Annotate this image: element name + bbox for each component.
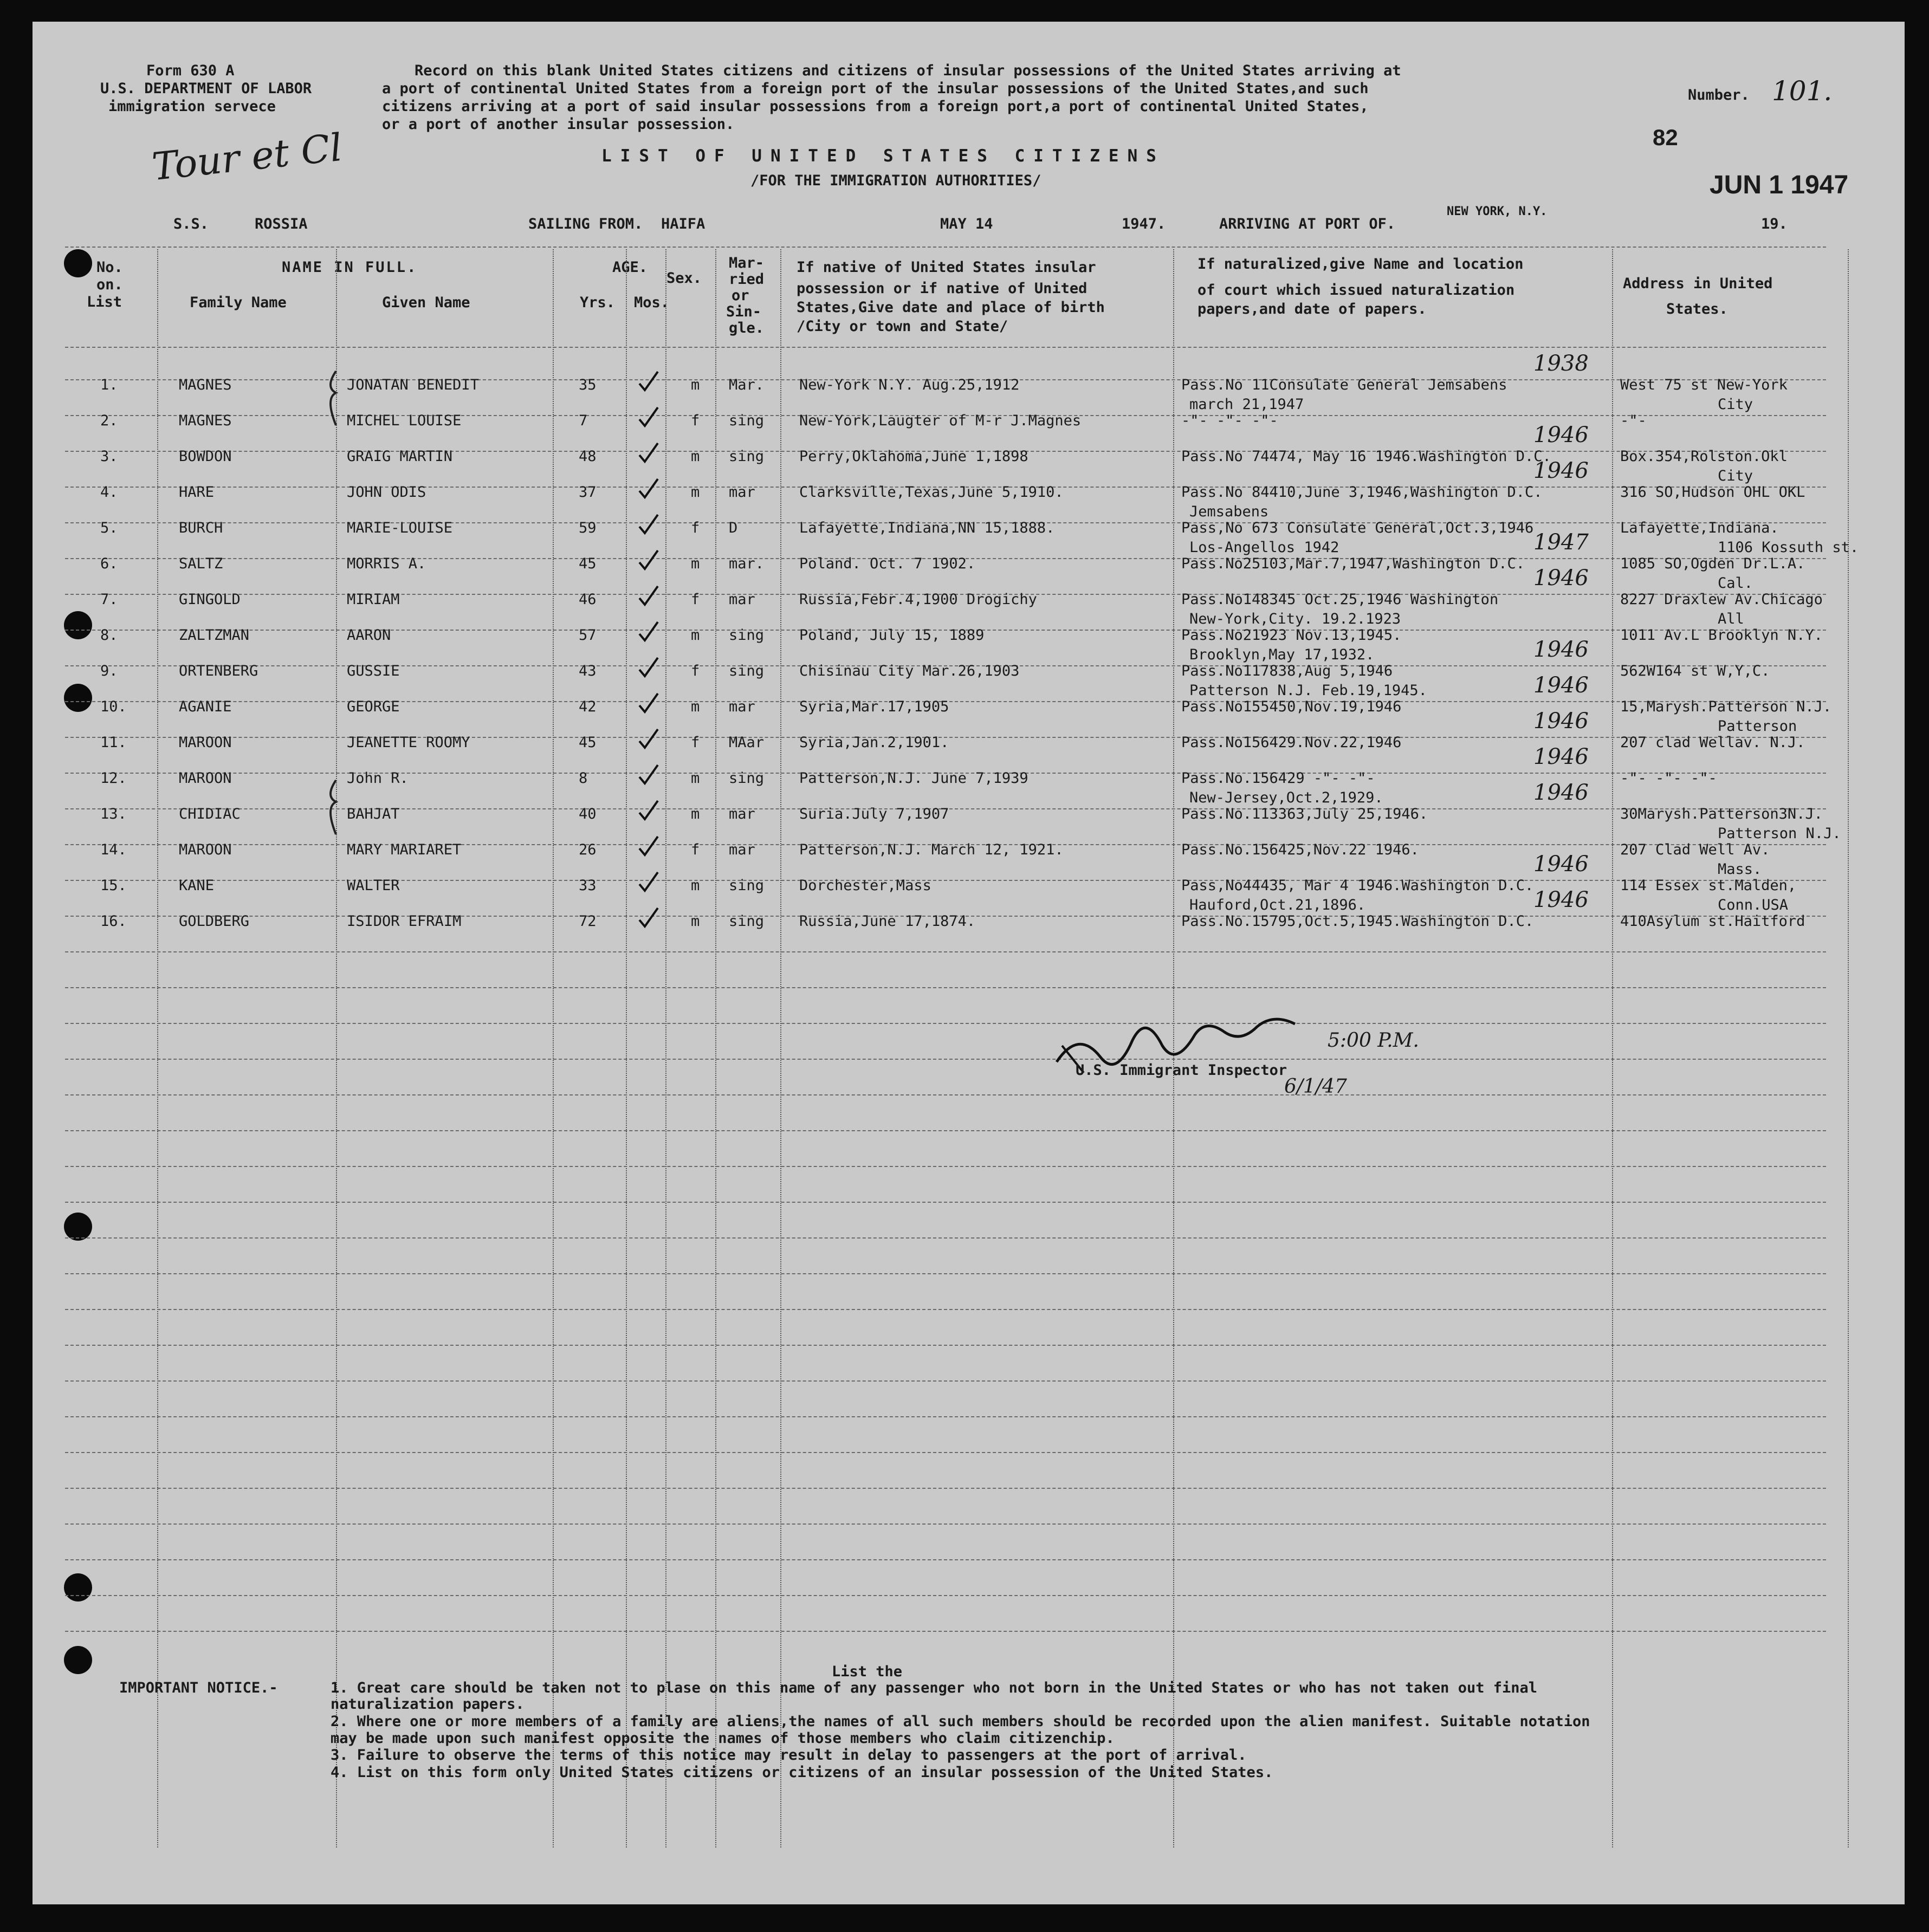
ship-name: ROSSIA: [255, 216, 308, 232]
naturalization-court: Jemsabens: [1189, 503, 1269, 520]
sex: f: [691, 734, 700, 751]
naturalization-court: Los-Angellos 1942: [1189, 539, 1339, 556]
sex: f: [691, 591, 700, 608]
marital-status: sing: [729, 913, 765, 930]
family-name: MAGNES: [179, 377, 232, 393]
handwritten-year: 1947: [1533, 530, 1589, 555]
given-name: JOHN ODIS: [347, 484, 426, 501]
sex: m: [691, 627, 700, 644]
handwritten-year: 1946: [1533, 887, 1589, 912]
sex: f: [691, 663, 700, 679]
notice-item: 1. Great care should be taken not to plase on this name of any passenger who not born in the United States or who has not taken out final: [331, 1680, 1537, 1696]
age-years: 46: [579, 591, 597, 608]
us-address: West 75 st New-York: [1620, 377, 1788, 393]
row-number: 4.: [100, 484, 118, 501]
birth-place-date: Russia,Febr.4,1900 Drogichy: [799, 591, 1037, 608]
row-number: 14.: [100, 841, 127, 858]
handwritten-year: 1946: [1533, 423, 1589, 448]
sailing-from-label: SAILING FROM.: [528, 216, 643, 232]
naturalization-papers: Pass.No155450,Nov.19,1946: [1181, 698, 1402, 715]
header-list: List: [87, 294, 122, 310]
family-name: MAROON: [179, 770, 232, 787]
sex: m: [691, 877, 700, 894]
instruction-line: Record on this blank United States citizens and citizens of insular possessions of the United States arriving at: [415, 62, 1401, 79]
given-name: JEANETTE ROOMY: [347, 734, 470, 751]
inspector-label: U.S. Immigrant Inspector: [1076, 1062, 1287, 1079]
marital-status: mar: [729, 698, 755, 715]
header-address: Address in United: [1623, 275, 1773, 292]
family-name: BURCH: [179, 520, 223, 536]
address-city: City: [1718, 396, 1753, 413]
naturalization-papers: Pass.No 74474, May 16 1946.Washington D.C.: [1181, 448, 1551, 465]
departure-date: MAY 14: [940, 216, 993, 232]
header-native: If native of United States insular: [797, 259, 1096, 276]
sex: f: [691, 412, 700, 429]
family-name: MAROON: [179, 734, 232, 751]
birth-place-date: Lafayette,Indiana,NN 15,1888.: [799, 520, 1055, 536]
address-city: City: [1718, 468, 1753, 484]
naturalization-papers: Pass,No44435, Mar 4 1946.Washington D.C.: [1181, 877, 1534, 894]
marital-status: mar: [729, 591, 755, 608]
number-label: Number.: [1688, 87, 1750, 103]
header-naturalized: of court which issued naturalization: [1197, 282, 1515, 299]
age-years: 26: [579, 841, 597, 858]
family-name: MAGNES: [179, 412, 232, 429]
row-number: 13.: [100, 806, 127, 822]
naturalization-papers: Pass.No.156429 -"- -"-: [1181, 770, 1375, 787]
age-years: 42: [579, 698, 597, 715]
handwritten-year: 1946: [1533, 637, 1589, 662]
marital-status: sing: [729, 448, 765, 465]
family-name: KANE: [179, 877, 215, 894]
birth-place-date: Dorchester,Mass: [799, 877, 931, 894]
marital-status: D: [729, 520, 738, 536]
address-city: Conn.USA: [1718, 897, 1789, 913]
birth-place-date: Syria,Jan.2,1901.: [799, 734, 949, 751]
naturalization-papers: Pass.No21923 Nov.13,1945.: [1181, 627, 1402, 644]
handwritten-year: 1946: [1533, 744, 1589, 769]
marital-status: mar: [729, 806, 755, 822]
naturalization-court: Patterson N.J. Feb.19,1945.: [1189, 682, 1427, 699]
naturalization-court: New-Jersey,Oct.2,1929.: [1189, 789, 1383, 806]
age-years: 35: [579, 377, 597, 393]
us-address: 30Marysh.Patterson3N.J.: [1620, 806, 1823, 822]
arriving-label: ARRIVING AT PORT OF.: [1219, 216, 1396, 232]
address-city: Cal.: [1718, 575, 1753, 592]
family-name: HARE: [179, 484, 215, 501]
notice-item: 4. List on this form only United States citizens or citizens of an insular possession of the United States.: [331, 1764, 1273, 1781]
header-mos: Mos.: [634, 294, 670, 311]
row-number: 15.: [100, 877, 127, 894]
row-number: 10.: [100, 698, 127, 715]
marital-status: sing: [729, 627, 765, 644]
handwritten-year: 1946: [1533, 458, 1589, 483]
header-sex: Sex.: [666, 270, 702, 287]
address-city: Patterson: [1718, 718, 1797, 735]
birth-place-date: New-York N.Y. Aug.25,1912: [799, 377, 1020, 393]
header-on: on.: [96, 276, 123, 293]
header-naturalized: papers,and date of papers.: [1197, 301, 1427, 317]
arrival-year: 19.: [1761, 216, 1788, 232]
age-years: 37: [579, 484, 597, 501]
instruction-line: a port of continental United States from a foreign port of the insular possessions of the United States,and such: [382, 80, 1369, 97]
date-stamp: JUN 1 1947: [1710, 171, 1849, 199]
header-age: AGE.: [612, 259, 648, 276]
birth-place-date: Poland. Oct. 7 1902.: [799, 555, 976, 572]
us-address: 316 SO,Hudson OHL OKL: [1620, 484, 1805, 501]
notice-list-the: List the: [832, 1663, 903, 1680]
age-years: 48: [579, 448, 597, 465]
birth-place-date: Clarksville,Texas,June 5,1910.: [799, 484, 1064, 501]
birth-place-date: Russia,June 17,1874.: [799, 913, 976, 930]
sex: m: [691, 448, 700, 465]
number-value: 101.: [1772, 75, 1833, 107]
naturalization-papers: Pass.No25103,Mar.7,1947,Washington D.C.: [1181, 555, 1525, 572]
birth-place-date: Chisinau City Mar.26,1903: [799, 663, 1020, 679]
naturalization-court: Brooklyn,May 17,1932.: [1189, 646, 1375, 663]
family-name: ORTENBERG: [179, 663, 258, 679]
naturalization-papers: Pass.No148345 Oct.25,1946 Washington: [1181, 591, 1499, 608]
given-name: MARIE-LOUISE: [347, 520, 453, 536]
birth-place-date: Poland, July 15, 1889: [799, 627, 985, 644]
age-years: 7: [579, 412, 588, 429]
row-number: 6.: [100, 555, 118, 572]
given-name: GUSSIE: [347, 663, 400, 679]
marital-status: MAar: [729, 734, 765, 751]
birth-place-date: Syria,Mar.17,1905: [799, 698, 949, 715]
handwritten-year: 1946: [1533, 566, 1589, 591]
naturalization-court: march 21,1947: [1189, 396, 1304, 413]
header-address: States.: [1666, 301, 1728, 317]
row-number: 2.: [100, 412, 118, 429]
naturalization-papers: -"- -"- -"-: [1181, 412, 1278, 429]
header-married: Mar-: [729, 255, 765, 271]
ss-label: S.S.: [173, 216, 209, 232]
given-name: MIRIAM: [347, 591, 400, 608]
notice-heading: IMPORTANT NOTICE.-: [119, 1680, 278, 1696]
header-married: ried: [729, 271, 765, 288]
handwritten-year: 1938: [1533, 351, 1589, 376]
naturalization-papers: Pass.No.15795,Oct.5,1945.Washington D.C.: [1181, 913, 1534, 930]
header-married: or: [732, 287, 749, 304]
given-name: ISIDOR EFRAIM: [347, 913, 462, 930]
naturalization-papers: Pass.No117838,Aug 5,1946: [1181, 663, 1393, 679]
sex: m: [691, 484, 700, 501]
marital-status: mar: [729, 841, 755, 858]
inspector-date: 6/1/47: [1284, 1075, 1347, 1098]
us-address: 207 Clad Well Av.: [1620, 841, 1770, 858]
header-native: possession or if native of United: [797, 280, 1088, 297]
row-number: 7.: [100, 591, 118, 608]
given-name: MORRIS A.: [347, 555, 426, 572]
us-address: -"-: [1620, 412, 1647, 429]
row-number: 11.: [100, 734, 127, 751]
sex: m: [691, 698, 700, 715]
header-married: gle.: [729, 320, 765, 336]
naturalization-court: Hauford,Oct.21,1896.: [1189, 897, 1366, 913]
marital-status: mar: [729, 484, 755, 501]
departure-port: HAIFA: [661, 216, 705, 232]
age-years: 40: [579, 806, 597, 822]
birth-place-date: Patterson,N.J. June 7,1939: [799, 770, 1028, 787]
sex: m: [691, 806, 700, 822]
us-address: 410Asylum st.Haitford: [1620, 913, 1805, 930]
sex: m: [691, 377, 700, 393]
family-name: GOLDBERG: [179, 913, 250, 930]
age-years: 59: [579, 520, 597, 536]
us-address: 1085 SO,Ogden Dr.L.A.: [1620, 555, 1805, 572]
header-no: No.: [96, 259, 123, 276]
given-name: AARON: [347, 627, 391, 644]
us-address: 562W164 st W,Y,C.: [1620, 663, 1770, 679]
family-name: BOWDON: [179, 448, 232, 465]
birth-place-date: New-York,Laugter of M-r J.Magnes: [799, 412, 1082, 429]
row-number: 5.: [100, 520, 118, 536]
address-city: 1106 Kossuth st.: [1718, 539, 1859, 556]
handwritten-year: 1946: [1533, 709, 1589, 734]
sex: f: [691, 841, 700, 858]
header-yrs: Yrs.: [580, 294, 616, 311]
address-city: Patterson N.J.: [1718, 825, 1841, 842]
naturalization-court: New-York,City. 19.2.1923: [1189, 611, 1401, 627]
family-name: SALTZ: [179, 555, 223, 572]
address-city: All: [1718, 611, 1744, 627]
family-name: AGANIE: [179, 698, 232, 715]
marital-status: Mar.: [729, 377, 765, 393]
given-name: WALTER: [347, 877, 400, 894]
notice-item: may be made upon such manifest opposite the names of those members who claim citizenchip.: [331, 1730, 1115, 1747]
given-name: MARY MARIARET: [347, 841, 462, 858]
naturalization-papers: Pass,No 673 Consulate General,Oct.3,1946: [1181, 520, 1534, 536]
family-name: MAROON: [179, 841, 232, 858]
given-name: BAHJAT: [347, 806, 400, 822]
header-native: States,Give date and place of birth: [797, 299, 1105, 316]
header-family-name: Family Name: [190, 294, 287, 311]
notice-item: 3. Failure to observe the terms of this notice may result in delay to passengers at the port of arrival.: [331, 1747, 1247, 1764]
inspector-time: 5:00 P.M.: [1328, 1029, 1419, 1052]
handwritten-annotation: Tour et Cl: [150, 125, 345, 190]
handwritten-year: 1946: [1533, 673, 1589, 698]
us-address: 15,Marysh.Patterson N.J.: [1620, 698, 1832, 715]
marital-status: mar.: [729, 555, 765, 572]
marital-status: sing: [729, 663, 765, 679]
age-years: 43: [579, 663, 597, 679]
us-address: 207 clad Wellav. N.J.: [1620, 734, 1805, 751]
us-address: Lafayette,Indiana.: [1620, 520, 1779, 536]
given-name: GRAIG MARTIN: [347, 448, 453, 465]
age-years: 33: [579, 877, 597, 894]
age-years: 72: [579, 913, 597, 930]
sex: f: [691, 520, 700, 536]
arrival-port: NEW YORK, N.Y.: [1447, 205, 1548, 218]
naturalization-papers: Pass.No156429.Nov.22,1946: [1181, 734, 1402, 751]
us-address: Box.354,Rolston.Okl: [1620, 448, 1788, 465]
page-number: 82: [1653, 125, 1678, 150]
row-number: 3.: [100, 448, 118, 465]
header-naturalized: If naturalized,give Name and location: [1197, 256, 1524, 273]
naturalization-papers: Pass.No 84410,June 3,1946,Washington D.C.: [1181, 484, 1543, 501]
marital-status: sing: [729, 412, 765, 429]
marital-status: sing: [729, 877, 765, 894]
birth-place-date: Suria.July 7,1907: [799, 806, 949, 822]
sex: m: [691, 770, 700, 787]
service-label: immigration servece: [108, 98, 276, 115]
birth-place-date: Perry,Oklahoma,June 1,1898: [799, 448, 1028, 465]
instruction-line: citizens arriving at a port of said insular possessions from a foreign port,a port of continental United States,: [382, 98, 1369, 115]
form-number: Form 630 A: [146, 62, 235, 79]
document-subtitle: /FOR THE IMMIGRATION AUTHORITIES/: [750, 172, 1041, 189]
header-native: /City or town and State/: [797, 318, 1008, 335]
family-name: CHIDIAC: [179, 806, 241, 822]
row-number: 16.: [100, 913, 127, 930]
family-name: GINGOLD: [179, 591, 241, 608]
us-address: -"- -"- -"-: [1620, 770, 1717, 787]
notice-item: 2. Where one or more members of a family are aliens,the names of all such members should be recorded upon the alien manifest. Suitable notation: [331, 1713, 1590, 1730]
age-years: 8: [579, 770, 588, 787]
us-address: 8227 Draxlew Av.Chicago: [1620, 591, 1823, 608]
family-name: ZALTZMAN: [179, 627, 250, 644]
naturalization-papers: Pass.No.156425,Nov.22 1946.: [1181, 841, 1419, 858]
us-address: 1011 Av.L Brooklyn N.Y.: [1620, 627, 1823, 644]
departure-year: 1947.: [1122, 216, 1166, 232]
handwritten-year: 1946: [1533, 852, 1589, 877]
birth-place-date: Patterson,N.J. March 12, 1921.: [799, 841, 1064, 858]
row-number: 12.: [100, 770, 127, 787]
us-address: 114 Essex st.Malden,: [1620, 877, 1797, 894]
age-years: 45: [579, 555, 597, 572]
document-title: LIST OF UNITED STATES CITIZENS: [601, 146, 1165, 166]
given-name: JONATAN BENEDIT: [347, 377, 479, 393]
notice-item: naturalization papers.: [331, 1696, 525, 1713]
naturalization-papers: Pass.No 11Consulate General Jemsabens: [1181, 377, 1507, 393]
row-number: 1.: [100, 377, 118, 393]
sex: m: [691, 913, 700, 930]
instruction-line: or a port of another insular possession.: [382, 116, 735, 133]
given-name: John R.: [347, 770, 409, 787]
address-city: Mass.: [1718, 861, 1762, 878]
handwritten-year: 1946: [1533, 780, 1589, 805]
age-years: 45: [579, 734, 597, 751]
header-name-in-full: NAME IN FULL.: [282, 259, 418, 276]
naturalization-papers: Pass.No.113363,July 25,1946.: [1181, 806, 1428, 822]
marital-status: sing: [729, 770, 765, 787]
header-given-name: Given Name: [382, 294, 470, 311]
sex: m: [691, 555, 700, 572]
given-name: MICHEL LOUISE: [347, 412, 462, 429]
department-label: U.S. DEPARTMENT OF LABOR: [100, 80, 312, 97]
age-years: 57: [579, 627, 597, 644]
row-number: 8.: [100, 627, 118, 644]
given-name: GEORGE: [347, 698, 400, 715]
row-number: 9.: [100, 663, 118, 679]
header-married: Sin-: [726, 303, 762, 320]
